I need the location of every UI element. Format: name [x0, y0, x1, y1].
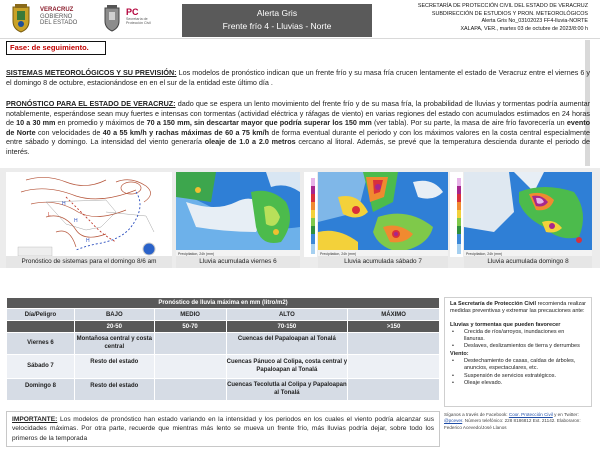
forecast-text: de forma eventual durante el periodo y con los máximos valores en la costa central especialmente entre sábado y domingo. La intensidad del viento generaría — [6, 127, 590, 147]
veracruz-shield-icon — [10, 3, 32, 33]
range-cell: >150 — [348, 321, 440, 333]
proteccion-civil-shield-icon — [103, 4, 121, 32]
list-item: • Crecida de ríos/arroyos, inundaciones en llanuras. — [450, 329, 586, 344]
header-cell: MEDIO — [154, 309, 226, 321]
reco-intro — [450, 301, 586, 316]
forecast-text: con velocidades de — [35, 127, 103, 137]
facebook-link[interactable]: Coor. Protección Civil — [508, 412, 553, 417]
range-cell: 20-50 — [74, 321, 154, 333]
svg-text:H: H — [86, 238, 90, 244]
pc-line: Protección Civil — [126, 21, 151, 25]
forecast-paragraph — [6, 99, 590, 157]
rain-map-graphic — [318, 172, 448, 257]
medio-cell — [154, 379, 226, 401]
rain-risks-list — [450, 329, 586, 351]
forecast-text: en promedio y máximos de — [55, 118, 147, 128]
footer-text: y en Twitter: — [552, 412, 579, 417]
footer-text: Síganos a través de Facebook: — [444, 412, 509, 417]
veracruz-logo-text — [40, 7, 77, 27]
logo-line: VERACRUZ — [40, 7, 74, 13]
svg-text:H: H — [74, 218, 78, 224]
wind-risks-list — [450, 358, 586, 387]
list-item: • Suspensión de servicios estratégicos. — [450, 373, 586, 380]
logo-line: DEL ESTADO — [40, 20, 78, 26]
alto-cell: Cuencas Tecolutla al Colipa y Papaloapan al Tonalá — [226, 379, 348, 401]
alto-cell: Cuencas Pánuco al Colipa, costa central y Papaloapan al Tonalá — [226, 355, 348, 379]
table-row — [7, 333, 440, 355]
maximo-cell — [348, 355, 440, 379]
table-row — [7, 379, 440, 401]
systems-paragraph — [6, 68, 590, 87]
reco-intro-bold: La Secretaría de Protección Civil — [450, 301, 536, 307]
precip-colorbar — [304, 172, 317, 257]
bajo-cell: Resto del estado — [74, 379, 154, 401]
colorbar-graphic — [450, 172, 463, 257]
important-heading: IMPORTANTE: — [12, 416, 58, 423]
map-caption: Pronóstico de sistemas para el domingo 8/6 am — [6, 256, 172, 268]
alert-subtitle: Frente frío 4 - Lluvias - Norte — [222, 21, 332, 31]
map-caption: Lluvia acumulada sábado 7 — [318, 256, 448, 268]
precip-colorbar — [450, 172, 463, 257]
pc-line: Secretaría de — [126, 17, 148, 21]
important-text: Los modelos de pronóstico han estado variando en la intensidad y los periodos en los cuales el viento podría alcanzar sus velocidades máximas. Por otra parte, recuerde que mientras más lento se mueva un frente frío, más lluvias podría dejar, sobre todo los primeros de la temporada — [12, 416, 434, 442]
alert-number: Alerta Gris No_03102023 FF4-lluvia-NORTE — [481, 18, 588, 25]
header-cell: BAJO — [74, 309, 154, 321]
proteccion-civil-logo-text — [126, 8, 151, 25]
forecast-maps-strip — [0, 168, 600, 268]
synoptic-chart-graphic — [6, 172, 172, 257]
footer-text: . Número telefónico: 228 8186812 Ext. 21142. Elaboraron: Federico Acevedo/José Llanos — [444, 418, 581, 430]
forecast-text: dado que se espera un lento movimiento del frente frío y de su masa fría, la probabilidad de lluvias y tormentas podría aumentar notablemente, esperándose sean muy fuertes e intensas con tormentas (actividad eléctrica y ráfagas de viento) en varias regiones del estado con acumulados estimados en 24 horas de — [6, 99, 590, 128]
wind-heading: Viento: — [450, 350, 469, 357]
svg-text:L: L — [48, 212, 51, 218]
forecast-text: (ver tabla). Por su parte, la masa de aire frío favorecería un — [371, 118, 567, 128]
forecast-text: cercano al litoral. Además, se prevé que la temperatura descienda durante el periodo de interés. — [6, 137, 590, 156]
maximo-cell — [348, 379, 440, 401]
list-item: • Deslaves, deslizamientos de tierra y derrumbes — [450, 343, 586, 350]
svg-text:Precipitation, 24h (mm): Precipitation, 24h (mm) — [466, 252, 503, 256]
twitter-link[interactable]: @pcever — [444, 418, 463, 424]
logo-line: GOBIERNO — [40, 13, 73, 20]
list-item: • Destechamiento de casas, caídas de árboles, anuncios, espectaculares, etc. — [450, 358, 586, 373]
table-header-row — [7, 309, 440, 321]
forecast-bold: oleaje de 1.0 a 2.0 metros — [204, 137, 296, 147]
systems-heading: SISTEMAS METEOROLÓGICOS Y SU PREVISIÓN: — [6, 68, 177, 77]
header-cell: MÁXIMO — [348, 309, 440, 321]
divider — [0, 38, 600, 39]
pc-abbr: PC — [126, 7, 139, 17]
synoptic-chart-image — [6, 172, 172, 257]
recommendations-box — [444, 297, 592, 407]
rain-heading: Lluvias y tormentas que pueden favorecer — [450, 321, 561, 328]
rain-map-graphic — [464, 172, 592, 257]
forecast-bold: 70 a 150 mm, sin descartar mayor que podría superar los 150 mm — [146, 118, 372, 128]
reco-intro-text: recomienda realizar medidas preventivas y extremar las precauciones ante: — [450, 301, 587, 315]
noaa-logo-icon — [143, 243, 155, 255]
medio-cell — [154, 333, 226, 355]
rain-forecast-table — [6, 297, 440, 401]
table-range-row — [7, 321, 440, 333]
svg-text:Precipitation, 24h (mm): Precipitation, 24h (mm) — [178, 252, 215, 256]
forecast-bold: 10 a 30 mm — [16, 118, 56, 128]
phase-badge: Fase: de seguimiento. — [6, 41, 106, 55]
agency-name: SECRETARÍA DE PROTECCIÓN CIVIL DEL ESTADO DE VERACRUZ — [417, 3, 588, 9]
svg-text:Precipitation, 24h (mm): Precipitation, 24h (mm) — [320, 252, 357, 256]
rain-map-friday — [176, 172, 300, 257]
issue-date: XALAPA, VER., martes 03 de octubre de 2023/8:00 h — [460, 25, 588, 32]
systems-text: Los modelos de pronóstico indican que un frente frío y su masa fría crucen lentamente el estado de Veracruz entre el viernes 6 y el domingo 8 de octubre, estacionándose en en el sur de la entidad este último día . — [6, 68, 591, 87]
medio-cell — [154, 355, 226, 379]
alto-cell: Cuencas del Papaloapan al Tonalá — [226, 333, 348, 355]
rain-map-sunday — [464, 172, 592, 257]
footer-contact — [444, 412, 594, 431]
day-cell: Sábado 7 — [7, 355, 75, 379]
maximo-cell — [348, 333, 440, 355]
colorbar-graphic — [304, 172, 317, 257]
range-cell — [7, 321, 75, 333]
subdirectorate-name: SUBDIRECCIÓN DE ESTUDIOS Y PRON. METEOROLÓGICOS — [431, 10, 588, 17]
range-cell: 70-150 — [226, 321, 348, 333]
range-cell: 50-70 — [154, 321, 226, 333]
map-caption: Lluvia acumulada domingo 8 — [464, 256, 592, 268]
header-cell: Día/Peligro — [7, 309, 75, 321]
alert-title: Alerta Gris — [256, 8, 298, 18]
list-item: • Oleaje elevado. — [450, 380, 586, 387]
header-agency-info — [418, 3, 588, 33]
header-cell: ALTO — [226, 309, 348, 321]
day-cell: Viernes 6 — [7, 333, 75, 355]
forecast-bold: 40 a 55 km/h y rachas máximas de 60 a 75 km/h — [102, 127, 270, 137]
rain-map-graphic — [176, 172, 300, 257]
bajo-cell: Resto del estado — [74, 355, 154, 379]
map-caption: Lluvia acumulada viernes 6 — [176, 256, 300, 268]
forecast-bold: evento de Norte — [6, 118, 590, 137]
alert-title-box — [182, 4, 372, 37]
svg-text:H: H — [62, 201, 66, 207]
bajo-cell: Montañosa central y costa central — [74, 333, 154, 355]
forecast-heading: PRONÓSTICO PARA EL ESTADO DE VERACRUZ: — [6, 99, 176, 108]
day-cell: Domingo 8 — [7, 379, 75, 401]
header — [0, 0, 600, 38]
rain-map-saturday — [318, 172, 448, 257]
important-note — [6, 411, 440, 447]
table-title: Pronóstico de lluvia máxima en mm (litro/m2) — [7, 298, 440, 309]
table-row — [7, 355, 440, 379]
